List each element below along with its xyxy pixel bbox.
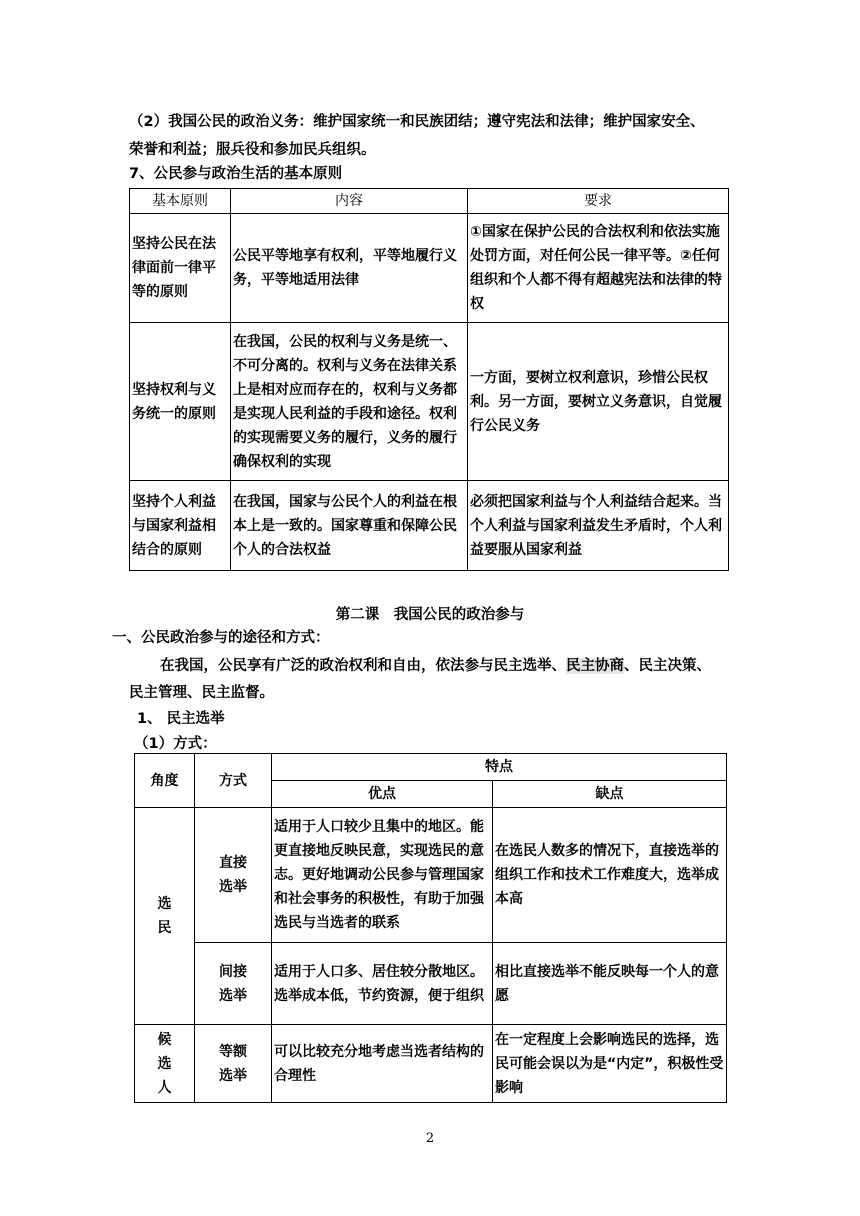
lesson-title: 第二课 我国公民的政治参与 [335, 607, 525, 623]
header-angle: 角度 [135, 754, 195, 808]
content-cell: 在我国，国家与公民个人的利益在根本上是一致的。国家尊重和保障公民个人的合法权益 [231, 481, 468, 571]
principle-cell: 坚持个人利益与国家利益相结合的原则 [130, 481, 231, 571]
intro-line-1: 在我国，公民享有广泛的政治权利和自由，依法参与民主选举、民主协商、民主决策、 [160, 658, 711, 674]
requirement-cell: ①国家在保护公民的合法权利和依法实施处罚方面，对任何公民一律平等。②任何组织和个人都不得有超越宪法和法律的特权 [468, 214, 729, 323]
header-cons: 缺点 [493, 781, 727, 808]
highlight-text: 民主协商 [566, 658, 624, 674]
election-table [134, 753, 727, 1103]
duty-line-1: （2）我国公民的政治义务：维护国家统一和民族团结；遵守宪法和法律；维护国家安全、 [129, 114, 705, 130]
header-requirement: 要求 [468, 189, 729, 214]
requirement-cell: 必须把国家利益与个人利益结合起来。当个人利益与国家利益发生矛盾时，个人利益要服从国家利益 [468, 481, 729, 571]
heading-7: 7、公民参与政治生活的基本原则 [129, 166, 343, 182]
direct-pros-cell: 适用于人口较少且集中的地区。能更直接地反映民意，实现选民的意志。更好地调动公民参与管理国家和社会事务的积极性，有助于加强选民与当选者的联系 [272, 808, 493, 943]
direct-cons-cell: 在选民人数多的情况下，直接选举的组织工作和技术工作难度大，选举成本高 [493, 808, 727, 943]
header-method: 方式 [195, 754, 272, 808]
content-cell: 公民平等地享有权利，平等地履行义务，平等地适用法律 [231, 214, 468, 323]
requirement-cell: 一方面，要树立权利意识，珍惜公民权利。另一方面，要树立义务意识，自觉履行公民义务 [468, 323, 729, 481]
indirect-election-cell: 间接 选举 [195, 943, 272, 1025]
indirect-pros-cell: 适用于人口多、居住较分散地区。选举成本低，节约资源，便于组织 [272, 943, 493, 1025]
header-pros: 优点 [272, 781, 493, 808]
content-cell: 在我国，公民的权利与义务是统一、不可分离的。权利与义务在法律关系上是相对应而存在的，权利与义务都是实现人民利益的手段和途径。权利的实现需要义务的履行，义务的履行确保权利的实现 [231, 323, 468, 481]
page-number: 2 [425, 1131, 435, 1146]
header-content: 内容 [231, 189, 468, 214]
header-features: 特点 [272, 754, 727, 781]
voter-cell: 选 民 [135, 808, 195, 1025]
subheading-election: 1、 民主选举 [137, 711, 225, 727]
intro-line-2: 民主管理、民主监督。 [129, 685, 274, 701]
equal-cons-cell: 在一定程度上会影响选民的选择，选民可能会误以为是“内定”，积极性受影响 [493, 1025, 727, 1103]
principle-cell: 坚持公民在法律面前一律平等的原则 [130, 214, 231, 323]
principles-table [129, 188, 729, 571]
equal-election-cell: 等额 选举 [195, 1025, 272, 1103]
indirect-cons-cell: 相比直接选举不能反映每一个人的意愿 [493, 943, 727, 1025]
header-principle: 基本原则 [130, 189, 231, 214]
direct-election-cell: 直接 选举 [195, 808, 272, 943]
section-heading: 一、公民政治参与的途径和方式： [112, 630, 330, 646]
equal-pros-cell: 可以比较充分地考虑当选者结构的合理性 [272, 1025, 493, 1103]
duty-line-2: 荣誉和利益；服兵役和参加民兵组织。 [129, 142, 376, 158]
candidate-cell: 候 选 人 [135, 1025, 195, 1103]
subheading-methods: （1）方式： [134, 736, 217, 752]
principle-cell: 坚持权利与义务统一的原则 [130, 323, 231, 481]
